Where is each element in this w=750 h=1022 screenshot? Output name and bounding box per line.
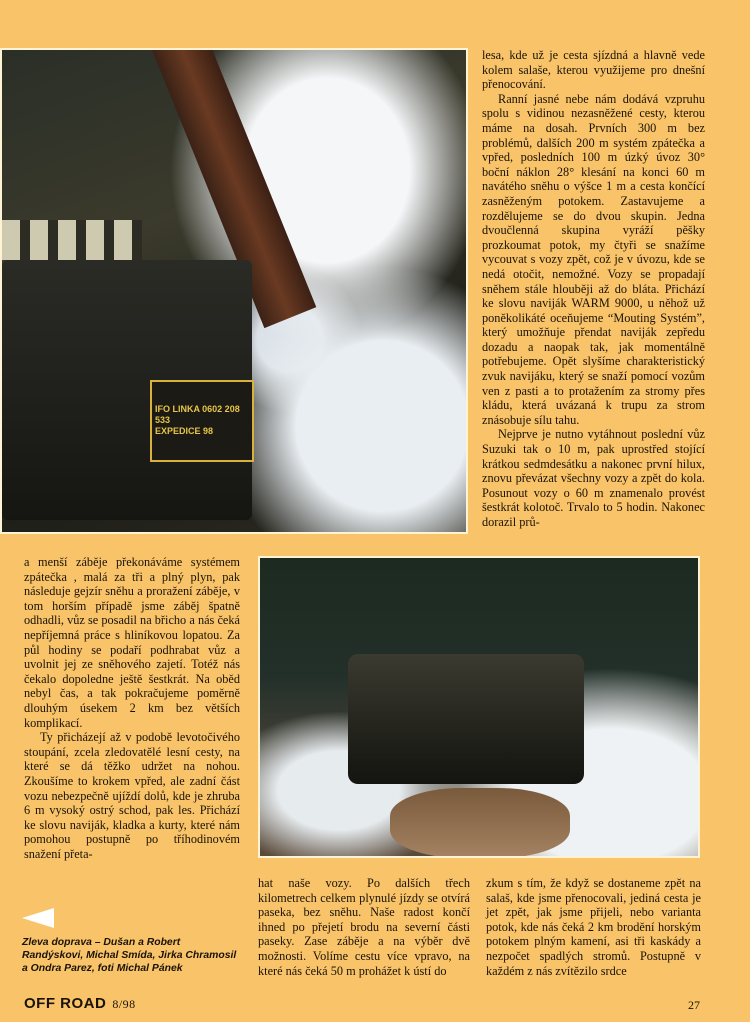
photo-caption: Zleva doprava – Dušan a Robert Randýskovi, Michal Smída, Jirka Chramosil a Ondra Parez, foti Michal Pánek bbox=[22, 937, 237, 974]
creek-water bbox=[390, 788, 570, 858]
paragraph: Nejprve je nutno vytáhnout poslední vůz Suzuki tak o 10 m, pak uprostřed stojící krátkou sedmdesátku a nakonec první hilux, znovu převázat všechny vozy a zpět do kola. Posunout vozy o 60 m znamenalo provést šestkrát kolotoč. Trvalo to 5 hodin. Nakonec dorazil prů- bbox=[482, 427, 705, 529]
column-bottom-1 bbox=[258, 876, 470, 978]
caption-arrow-icon bbox=[22, 908, 54, 928]
page-number: 27 bbox=[688, 998, 700, 1012]
jeep-door-sign bbox=[150, 380, 254, 462]
door-sign-line-2: EXPEDICE 98 bbox=[155, 426, 214, 436]
photo-bottom-jeep-in-creek bbox=[258, 556, 700, 858]
issue-number: 8/98 bbox=[112, 997, 136, 1011]
jeep-roof-lights bbox=[2, 220, 142, 260]
paragraph: Ranní jasné nebe nám dodává vzpruhu spolu s vidinou nezasněžené cesty, kterou máme na dosah. Prvních 300 m bez problémů, dalších 200 m systém zpátečka a vpřed, posledních 100 m úzký úvoz 30° boční náklon 28° klesání na konci 60 m navátého sněhu o výšce 1 m a cesta končící zasněženým potokem. Zastavujeme a rozdělujeme se do dvou skupin. Jedna dvoučlenná skupina vyráží pěšky prozkoumat potok, my čtyři se snažíme vycouvat s vozy zpět, což je v úvozu, kde se nedá otočit, nemožné. Vozy se propadají sněhem stále hlouběji až do bláta. Přichází ke slovu naviják WARM 9000, u něhož už poněkolikáté oceňujeme “Mouting Systém”, který umožňuje přendat naviják zepředu dozadu a naopak tak, jak momentálně potřebujeme. Opět slyšíme charakteristický zvuk navijáku, který se snaží pomocí vozům ven z pasti a to protažením za stromy přes kládu, která uvázaná k trupu za strom znásobuje sílu tahu. bbox=[482, 91, 705, 427]
paragraph: lesa, kde už je cesta sjízdná a hlavně vede kolem salaše, kterou využijeme pro dnešní přenocování. bbox=[482, 48, 705, 92]
column-left-middle bbox=[24, 555, 240, 861]
magazine-name: OFF ROAD bbox=[24, 995, 107, 1012]
jeep-in-creek bbox=[348, 654, 584, 784]
photo-top-jeep-in-snow bbox=[0, 48, 468, 534]
paragraph: Ty přicházejí až v podobě levotočivého stoupání, zcela zledovatělé lesní cesty, na které se dá těžko udržet na nohou. Zkoušíme to krokem vpřed, ale zadní část vozu nebezpečně ujíždí dolů, kde je zhruba 6 m vysoký ostrý schod, pak les. Přichází ke slovu naviják, kladka a kurty, které nám pomohou postupně po tříhodinovém snažení přeta- bbox=[24, 730, 240, 861]
footer-brand bbox=[24, 995, 136, 1012]
paragraph: hat naše vozy. Po dalších třech kilometrech celkem plynulé jízdy se otvírá paseka, bez sněhu. Naše radost končí ihned po přejetí brodu na severní části paseky. Zase záběje a na výběr dvě možnosti. Volíme cestu více vpravo, na které nás čeká 50 m prohážet k ústí do bbox=[258, 876, 470, 978]
paragraph: a menší záběje překonáváme systémem zpátečka , malá za tři a plný plyn, pak následuje gejzír sněhu a proražení záběje, v tom horším případě jsme záběj špatně odhadli, vůz se posadil na břicho a nás čeká nepříjemná práce s hliníkovou lopatou. Za půl hodiny se podaří podhrabat vůz a uvolnit jej ze sněhového zajetí. Totéž nás čekalo dopoledne ještě šestkrát. Na oběd nebyl čas, a tak pokračujeme poměrně dlouhým úsekem 2 km bez větších komplikací. bbox=[24, 555, 240, 730]
column-right-top bbox=[482, 48, 705, 530]
paragraph: zkum s tím, že když se dostaneme zpět na salaš, kde jsme přenocovali, jediná cesta je jet zpět, jak jsme přijeli, nebo varianta potok, kde nás čeká 2 km brodění horským potokem plným kamení, asi tři kaskády a nezpočet spadlých stromů. Postupně v každém z nás zvítězilo srdce bbox=[486, 876, 701, 978]
door-sign-line-1: IFO LINKA 0602 208 533 bbox=[155, 404, 240, 425]
column-bottom-2 bbox=[486, 876, 701, 978]
